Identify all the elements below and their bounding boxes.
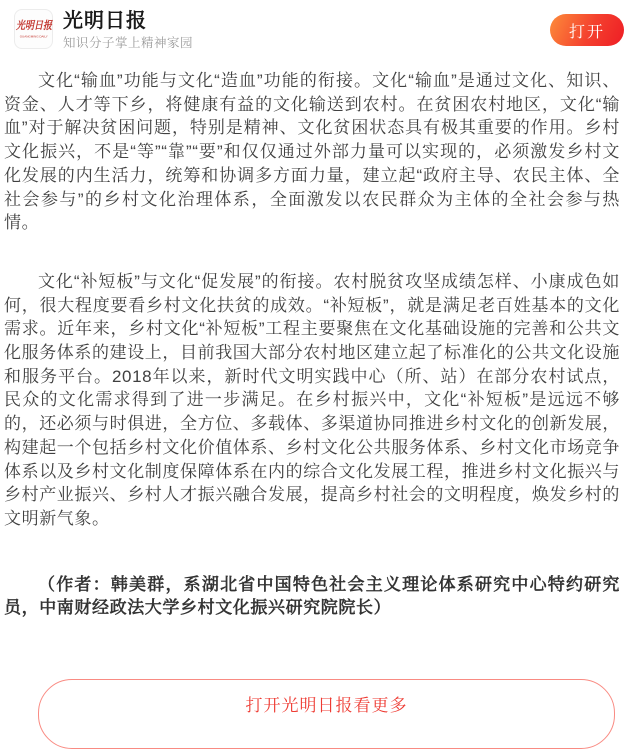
article-body — [0, 59, 636, 620]
app-title: 光明日报 — [63, 10, 147, 32]
open-app-button[interactable]: 打开 — [550, 14, 624, 46]
article-paragraph: 文化“输血”功能与文化“造血”功能的衔接。文化“输血”是通过文化、知识、资金、人才等下乡，将健康有益的文化输送到农村。在贫困农村地区，文化“输血”对于解决贫困问题，特别是精神、文化贫困状态具有极其重要的作用。乡村文化振兴，不是“等”“靠”“要”和仅仅通过外部力量可以实现的，必须激发乡村文化发展的内生活力，统筹和协调多方面力量，建立起“政府主导、农民主体、全社会参与”的乡村文化治理体系，全面激发以农民群众为主体的全社会参与热情。 — [4, 71, 620, 233]
app-header — [0, 0, 636, 59]
header-text-block — [63, 9, 193, 51]
open-app-footer-button[interactable] — [38, 679, 615, 749]
logo-calligraphy: 光明日报 — [15, 19, 52, 32]
footer-button-label: 打开光明日报看更多 — [245, 696, 408, 715]
logo-caption: GUANGMING DAILY — [19, 34, 48, 38]
app-subtitle: 知识分子掌上精神家园 — [63, 36, 194, 50]
article-paragraph: 文化“补短板”与文化“促发展”的衔接。农村脱贫攻坚成绩怎样、小康成色如何，很大程度要看乡村文化扶贫的成效。“补短板”，就是满足老百姓基本的文化需求。近年来，乡村文化“补短板”工程主要聚焦在文化基础设施的完善和公共文化服务体系的建设上，目前我国大部分农村地区建立起了标准化的公共文化设施和服务平台。2018年以来，新时代文明实践中心（所、站）在部分农村试点，民众的文化需求得到了进一步满足。在乡村振兴中，文化“补短板”是远远不够的，还必须与时俱进，全方位、多载体、多渠道协同推进乡村文化的创新发展，构建起一个包括乡村文化价值体系、乡村文化公共服务体系、乡村文化市场竞争体系以及乡村文化制度保障体系在内的综合文化发展工程，推进乡村文化振兴与乡村产业振兴、乡村人才振兴融合发展，提高乡村社会的文明程度，焕发乡村的文明新气象。 — [4, 271, 620, 528]
guangming-daily-logo[interactable] — [14, 9, 53, 49]
article-author: （作者：韩美群，系湖北省中国特色社会主义理论体系研究中心特约研究员，中南财经政法大学乡村文化振兴研究院院长） — [4, 574, 620, 618]
